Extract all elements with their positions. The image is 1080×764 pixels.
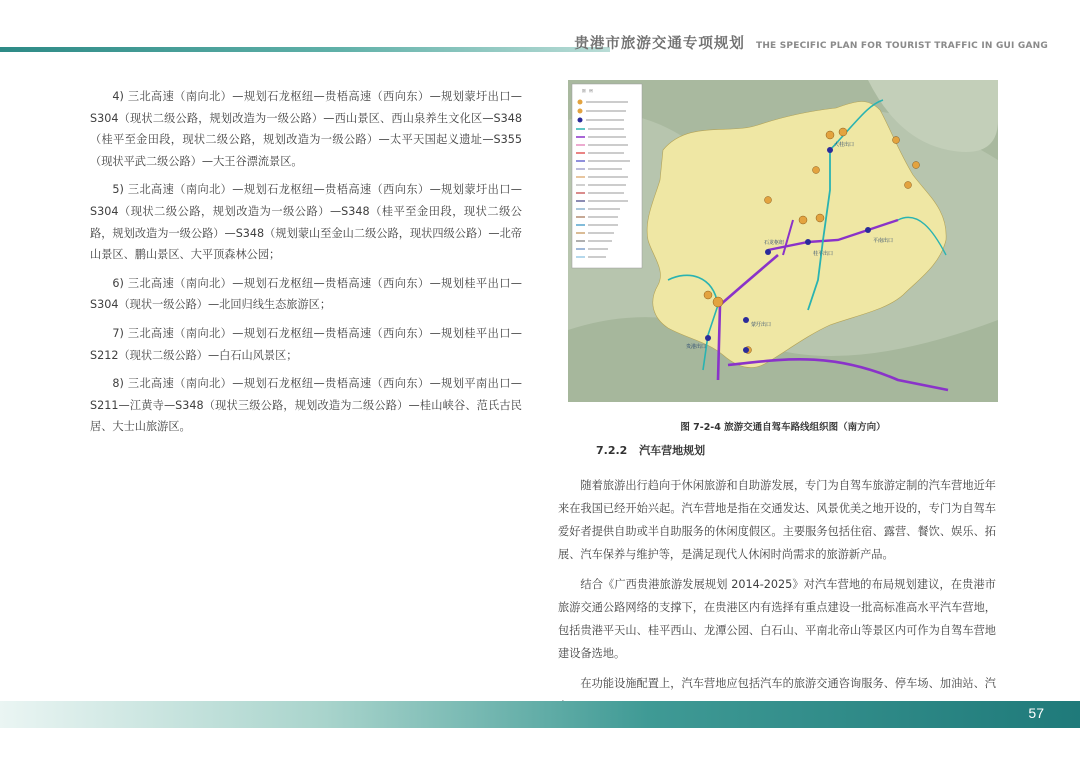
interchange-node — [743, 347, 749, 353]
scenic-node — [816, 214, 824, 222]
scenic-node — [826, 131, 834, 139]
interchange-node — [743, 317, 749, 323]
header-accent-bar — [0, 47, 610, 52]
footer-bar — [0, 701, 1080, 728]
map-label: 蒙圩出口 — [751, 322, 772, 328]
route-paragraph-7: 7) 三北高速（南向北）—规划石龙枢纽—贵梧高速（西向东）—规划桂平出口—S212（现状二级公路）—白石山风景区； — [90, 326, 522, 362]
map-label: 桂平出口 — [813, 251, 834, 257]
interchange-node — [765, 249, 771, 255]
route-paragraph-5: 5) 三北高速（南向北）—规划石龙枢纽—贵梧高速（西向东）—规划蒙圩出口—S304（现状二级公路，规划改造为一级公路）—S348（桂平至金田段，现状二级公路，规划改造为一级公路）—S348（规划蒙山至金山二级公路，现状四级公路）—北帝山景区、鹏山景区、大平顶森林公园； — [90, 183, 522, 262]
header-title-cn: 贵港市旅游交通专项规划 — [574, 36, 745, 52]
route-map-image — [568, 80, 998, 402]
body-paragraph-2: 结合《广西贵港旅游发展规划 2014-2025》对汽车营地的布局规划建议，在贵港市旅游交通公路网络的支撑下，在贵港区内有选择有重点建设一批高标准高水平汽车营地，包括贵港平天山、桂平西山、龙潭公园、白石山、平南北帝山等景区内可作为自驾车营地建设备选地。 — [558, 578, 996, 660]
document-header — [574, 32, 1048, 53]
legend-title: 图 例 — [582, 89, 593, 93]
scenic-node — [799, 216, 807, 224]
interchange-node — [827, 147, 833, 153]
scenic-node — [905, 182, 912, 189]
map-label: 平南出口 — [873, 238, 894, 244]
scenic-node — [813, 167, 820, 174]
route-paragraph-4: 4) 三北高速（南向北）—规划石龙枢纽—贵梧高速（西向东）—规划蒙圩出口—S304（现状二级公路，规划改造为一级公路）—西山景区、西山泉养生文化区—S348（桂平至金田段，现状二级公路，规划改造为一级公路）—太平天国起义遗址—S355（现状平武二级公路）—大王谷漂流景区。 — [90, 90, 522, 168]
scenic-node — [913, 162, 920, 169]
scenic-node — [713, 297, 723, 307]
section-title: 汽车营地规划 — [639, 444, 706, 457]
map-label: 大桂出口 — [834, 142, 855, 148]
scenic-node — [704, 291, 712, 299]
body-paragraph-1: 随着旅游出行趋向于休闲旅游和自助游发展，专门为自驾车旅游定制的汽车营地近年来在我国已经开始兴起。汽车营地是指在交通发达、风景优美之地开设的，专门为自驾车爱好者提供自助或半自助服务的休闲度假区。主要服务包括住宿、露营、餐饮、娱乐、拓展、汽车保养与维护等，是满足现代人休闲时尚需求的旅游新产品。 — [558, 479, 996, 561]
header-title-en: THE SPECIFIC PLAN FOR TOURIST TRAFFIC IN GUI GANG — [755, 41, 1048, 51]
map-label: 贵港出口 — [686, 344, 707, 350]
section-heading — [596, 442, 705, 458]
interchange-node — [705, 335, 711, 341]
figure-caption: 图 7-2-4 旅游交通自驾车路线组织图（南方向） — [680, 422, 886, 433]
section-number: 7.2.2 — [596, 444, 628, 457]
body-paragraph-3: 在功能设施配置上，汽车营地应包括汽车的旅游交通咨询服务、停车场、加油站、汽 — [580, 677, 996, 690]
page-number: 57 — [1028, 705, 1044, 721]
right-column-text — [558, 474, 996, 725]
scenic-node — [765, 197, 772, 204]
left-column-text — [90, 86, 522, 445]
map-legend — [572, 84, 642, 268]
scenic-node — [893, 137, 900, 144]
route-paragraph-8: 8) 三北高速（南向北）—规划石龙枢纽—贵梧高速（西向东）—规划平南出口—S211—江黄寺—S348（现状三级公路，规划改造为二级公路）—桂山峡谷、范氏古民居、大士山旅游区。 — [90, 377, 522, 434]
route-paragraph-6: 6) 三北高速（南向北）—规划石龙枢纽—贵梧高速（西向东）—规划桂平出口—S304（现状一级公路）—北回归线生态旅游区； — [90, 276, 522, 312]
map-label: 石龙枢纽 — [764, 240, 785, 246]
interchange-node — [865, 227, 871, 233]
route-map-figure — [568, 80, 998, 402]
interchange-node — [805, 239, 811, 245]
scenic-node — [839, 128, 847, 136]
